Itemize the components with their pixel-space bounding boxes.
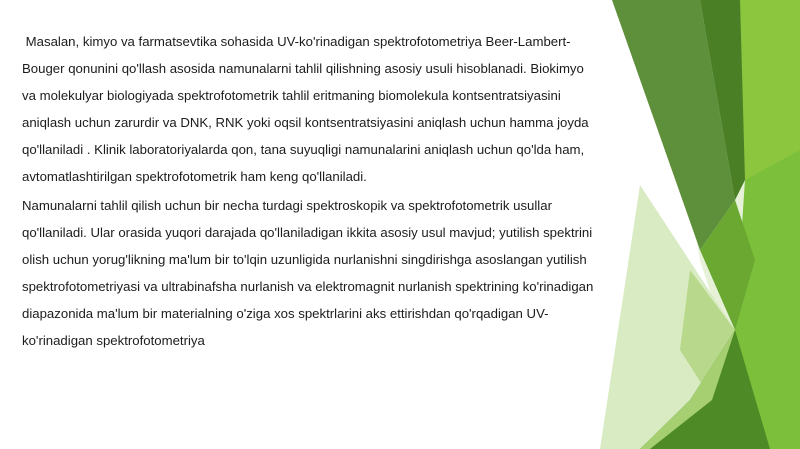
paragraph-2: Namunalarni tahlil qilish uchun bir necha turdagi spektroskopik va spektrofotometrik usullar qo'llaniladi. Ular orasida yuqori darajada qo'llaniladigan ikkita asosiy usul mavjud; yutilish spektrini olish uchun yorug'likning ma'lum bir to'lqin uzunligida nurlanishni singdirishga asoslangan yutilish spektrofotometriyasi va ultrabinafsha nurlanish va elektromagnit nurlanish spektrining ko'rinadigan diapazonida ma'lum bir materialning o'ziga xos spektrlarini aks ettirishdan qo'rqadigan UV-ko'rinadigan spektrofotometriya (22, 198, 594, 348)
paragraph-1: Masalan, kimyo va farmatsevtika sohasida UV-ko'rinadigan spektrofotometriya Beer-Lambert-Bouger qonunini qo'llash asosida namunalarni tahlil qilishning asosiy usuli hisoblanadi. Biokimyo va molekulyar biologiyada spektrofotometrik tahlil eritmaning biomolekula kontsentratsiyasini aniqlash uchun zarurdir va DNK, RNK yoki oqsil kontsentratsiyasini aniqlash uchun hamma joyda qo'llaniladi . Klinik laboratoriyalarda qon, tana suyuqligi namunalarini aniqlash uchun qo'lda ham, avtomatlashtirilgan spektrofotometrik ham keng qo'llaniladi. (22, 34, 593, 184)
slide-body (22, 28, 597, 354)
